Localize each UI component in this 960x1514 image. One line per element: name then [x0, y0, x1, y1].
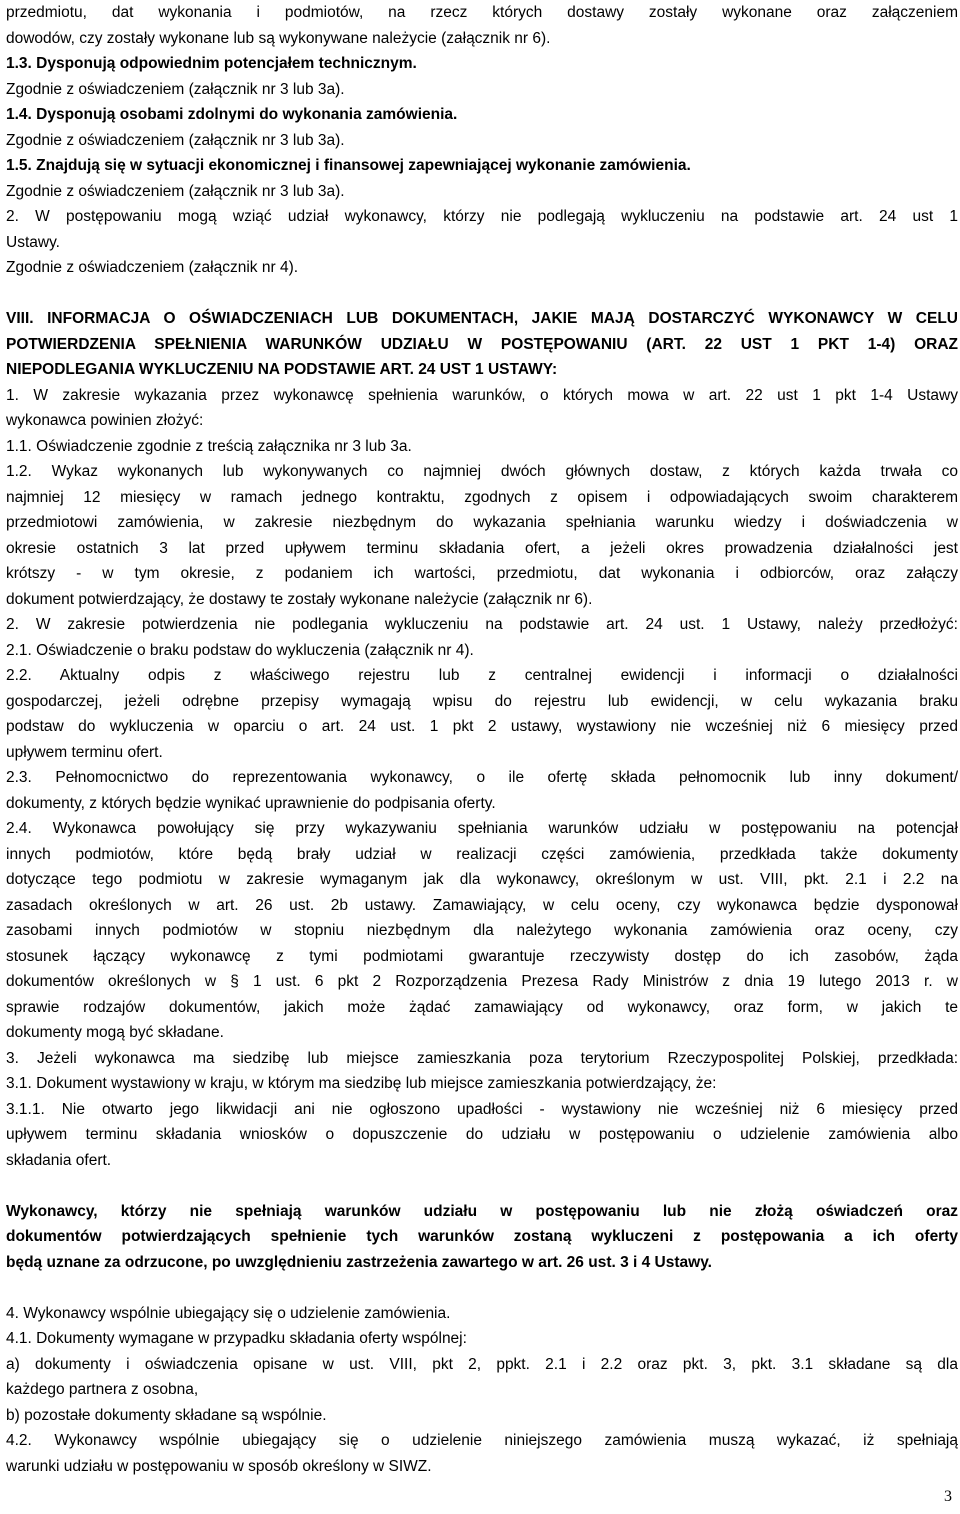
text-line: 3.1. Dokument wystawiony w kraju, w którym ma siedzibę lub miejsce zamieszkania potwierdzający, że:: [6, 1075, 717, 1092]
text-line: warunki udziału w postępowaniu w sposób określony w SIWZ.: [6, 1457, 432, 1475]
text-line: dokumentów określonych w § 1 ust. 6 pkt 2 Rozporządzenia Prezesa Rady Ministrów z dnia 19 lutego 2013 r. w: [6, 973, 958, 990]
text-line: innych podmiotów, które będą brały udział w realizacji części zamówienia, przedkłada także dokumenty: [6, 845, 958, 863]
text-line: sprawie rodzajów dokumentów, jakich może żądać zamawiający od wykonawcy, oraz form, w jakich te: [6, 998, 958, 1016]
text-line: 1.2. Wykaz wykonanych lub wykonywanych co najmniej dwóch głównych dostaw, z których każda trwała co: [6, 463, 958, 480]
text-line: 2.1. Oświadczenie o braku podstaw do wykluczenia (załącznik nr 4).: [6, 641, 474, 659]
text-line: NIEPODLEGANIA WYKLUCZENIU NA PODSTAWIE ART. 24 UST 1 USTAWY:: [6, 361, 558, 378]
text-line: upływem terminu składania wniosków o dopuszczenie do udziału w postępowaniu o udzielenie zamówienia albo: [6, 1126, 958, 1143]
blank-line: [6, 1173, 958, 1199]
text-line: upływem terminu ofert.: [6, 743, 163, 761]
text-line: gospodarczej, jeżeli odrębne przepisy wymagają wpisu do rejestru lub ewidencji, w celu wykazania braku: [6, 692, 958, 710]
text-line: Zgodnie z oświadczeniem (załącznik nr 3 lub 3a).: [6, 182, 345, 200]
text-line: zasobami innych podmiotów w stopniu niezbędnym dla należytego wykonania zamówienia oraz oceny, czy: [6, 922, 958, 939]
blank-line: [6, 281, 958, 307]
text-line: Zgodnie z oświadczeniem (załącznik nr 4).: [6, 259, 299, 276]
text-line: Ustawy.: [6, 233, 60, 251]
text-line: przedmiotu, dat wykonania i podmiotów, na rzecz których dostawy zostały wykonane oraz załączeniem: [6, 4, 958, 21]
text-line: dokumentów potwierdzających spełnienie tych warunków zostaną wykluczeni z postępowania a ich oferty: [6, 1228, 958, 1245]
text-line: POTWIERDZENIA SPEŁNIENIA WARUNKÓW UDZIAŁU W POSTĘPOWANIU (ART. 22 UST 1 PKT 1-4) ORAZ: [6, 335, 958, 353]
text-line: 3.1.1. Nie otwarto jego likwidacji ani nie ogłoszono upadłości - wystawiony nie wcześniej niż 6 miesięcy przed: [6, 1100, 958, 1118]
text-line: 2.3. Pełnomocnictwo do reprezentowania wykonawcy, o ile ofertę składa pełnomocnik lub inny dokument/: [6, 769, 958, 786]
document-body: [6, 0, 958, 1479]
text-line: 1.4. Dysponują osobami zdolnymi do wykonania zamówienia.: [6, 106, 458, 123]
text-line: 1. W zakresie wykazania przez wykonawcę spełnienia warunków, o których mowa w art. 22 ust 1 pkt 1-4 Ustawy: [6, 386, 958, 404]
page-number: 3: [944, 1488, 952, 1505]
text-line: 2.2. Aktualny odpis z właściwego rejestru lub z centralnej ewidencji i informacji o działalności: [6, 667, 958, 684]
text-line: b) pozostałe dokumenty składane są wspólnie.: [6, 1406, 327, 1424]
text-line: a) dokumenty i oświadczenia opisane w ust. VIII, pkt 2, ppkt. 2.1 i 2.2 oraz pkt. 3, pkt. 3.1 składane są dla: [6, 1355, 958, 1373]
text-line: 2. W zakresie potwierdzenia nie podlegania wykluczeniu na podstawie art. 24 ust. 1 Ustawy, należy przedłożyć:: [6, 616, 958, 633]
text-line: 2. W postępowaniu mogą wziąć udział wykonawcy, którzy nie podlegają wykluczeniu na podstawie art. 24 ust 1: [6, 208, 958, 225]
text-line: przedmiotowi zamówienia, w zakresie niezbędnym do wykazania spełniania warunku wiedzy i doświadczenia w: [6, 514, 958, 531]
text-line: składania ofert.: [6, 1151, 112, 1169]
text-line: krótszy - w tym okresie, z podaniem ich wartości, przedmiotu, dat wykonania i odbiorców, oraz załączy: [6, 565, 958, 582]
blank-line: [6, 1275, 958, 1301]
text-line: 4. Wykonawcy wspólnie ubiegający się o udzielenie zamówienia.: [6, 1304, 451, 1322]
text-line: dokumenty mogą być składane.: [6, 1024, 224, 1041]
text-line: 3. Jeżeli wykonawca ma siedzibę lub miejsce zamieszkania poza terytorium Rzeczypospolitej Polskiej, przedkłada:: [6, 1049, 958, 1067]
text-line: Zgodnie z oświadczeniem (załącznik nr 3 lub 3a).: [6, 80, 345, 98]
text-line: dokument potwierdzający, że dostawy te zostały wykonane należycie (załącznik nr 6).: [6, 590, 593, 608]
text-line: 1.3. Dysponują odpowiednim potencjałem technicznym.: [6, 55, 417, 72]
text-line: 1.5. Znajdują się w sytuacji ekonomicznej i finansowej zapewniającej wykonanie zamówienia.: [6, 157, 691, 174]
text-line: najmniej 12 miesięcy w ramach jednego kontraktu, zgodnych z opisem i odpowiadających swoim charakterem: [6, 488, 958, 506]
text-line: podstaw do wykluczenia w oparciu o art. 24 ust. 1 pkt 2 ustawy, wystawiony nie wcześniej niż 6 miesięcy przed: [6, 718, 958, 735]
text-line: dokumenty, z których będzie wynikać uprawnienie do podpisania oferty.: [6, 794, 496, 812]
text-line: będą uznane za odrzucone, po uwzględnieniu zastrzeżenia zawartego w art. 26 ust. 3 i 4 Ustawy.: [6, 1253, 712, 1271]
text-line: zasadach określonych w art. 26 ust. 2b ustawy. Zamawiający, w celu oceny, czy wykonawca będzie dysponował: [6, 896, 958, 914]
text-line: VIII. INFORMACJA O OŚWIADCZENIACH LUB DOKUMENTACH, JAKIE MAJĄ DOSTARCZYĆ WYKONAWCY W CELU: [6, 310, 958, 327]
text-line: 2.4. Wykonawca powołujący się przy wykazywaniu spełniania warunków udziału w postępowaniu na potencjał: [6, 820, 958, 837]
text-line: Zgodnie z oświadczeniem (załącznik nr 3 lub 3a).: [6, 131, 345, 149]
text-line: Wykonawcy, którzy nie spełniają warunków udziału w postępowaniu lub nie złożą oświadczeń oraz: [6, 1202, 958, 1220]
text-line: wykonawca powinien złożyć:: [6, 412, 204, 429]
text-line: okresie ostatnich 3 lat przed upływem terminu składania ofert, a jeżeli okres prowadzenia działalności jest: [6, 539, 958, 557]
text-line: 4.1. Dokumenty wymagane w przypadku składania oferty wspólnej:: [6, 1330, 467, 1347]
text-line: każdego partnera z osobna,: [6, 1381, 199, 1398]
text-line: 1.1. Oświadczenie zgodnie z treścią załącznika nr 3 lub 3a.: [6, 437, 412, 455]
text-line: stosunek łączący wykonawcę z tymi podmiotami gwarantuje rzeczywisty dostęp do ich zasobów, żąda: [6, 947, 958, 965]
text-line: dotyczące tego podmiotu w zakresie wymaganym jak dla wykonawcy, określonym w ust. VIII, pkt. 2.1 i 2.2 na: [6, 871, 958, 888]
text-line: 4.2. Wykonawcy wspólnie ubiegający się o udzielenie niniejszego zamówienia muszą wykazać, iż spełniają: [6, 1432, 958, 1449]
text-line: dowodów, czy zostały wykonane lub są wykonywane należycie (załącznik nr 6).: [6, 29, 551, 47]
